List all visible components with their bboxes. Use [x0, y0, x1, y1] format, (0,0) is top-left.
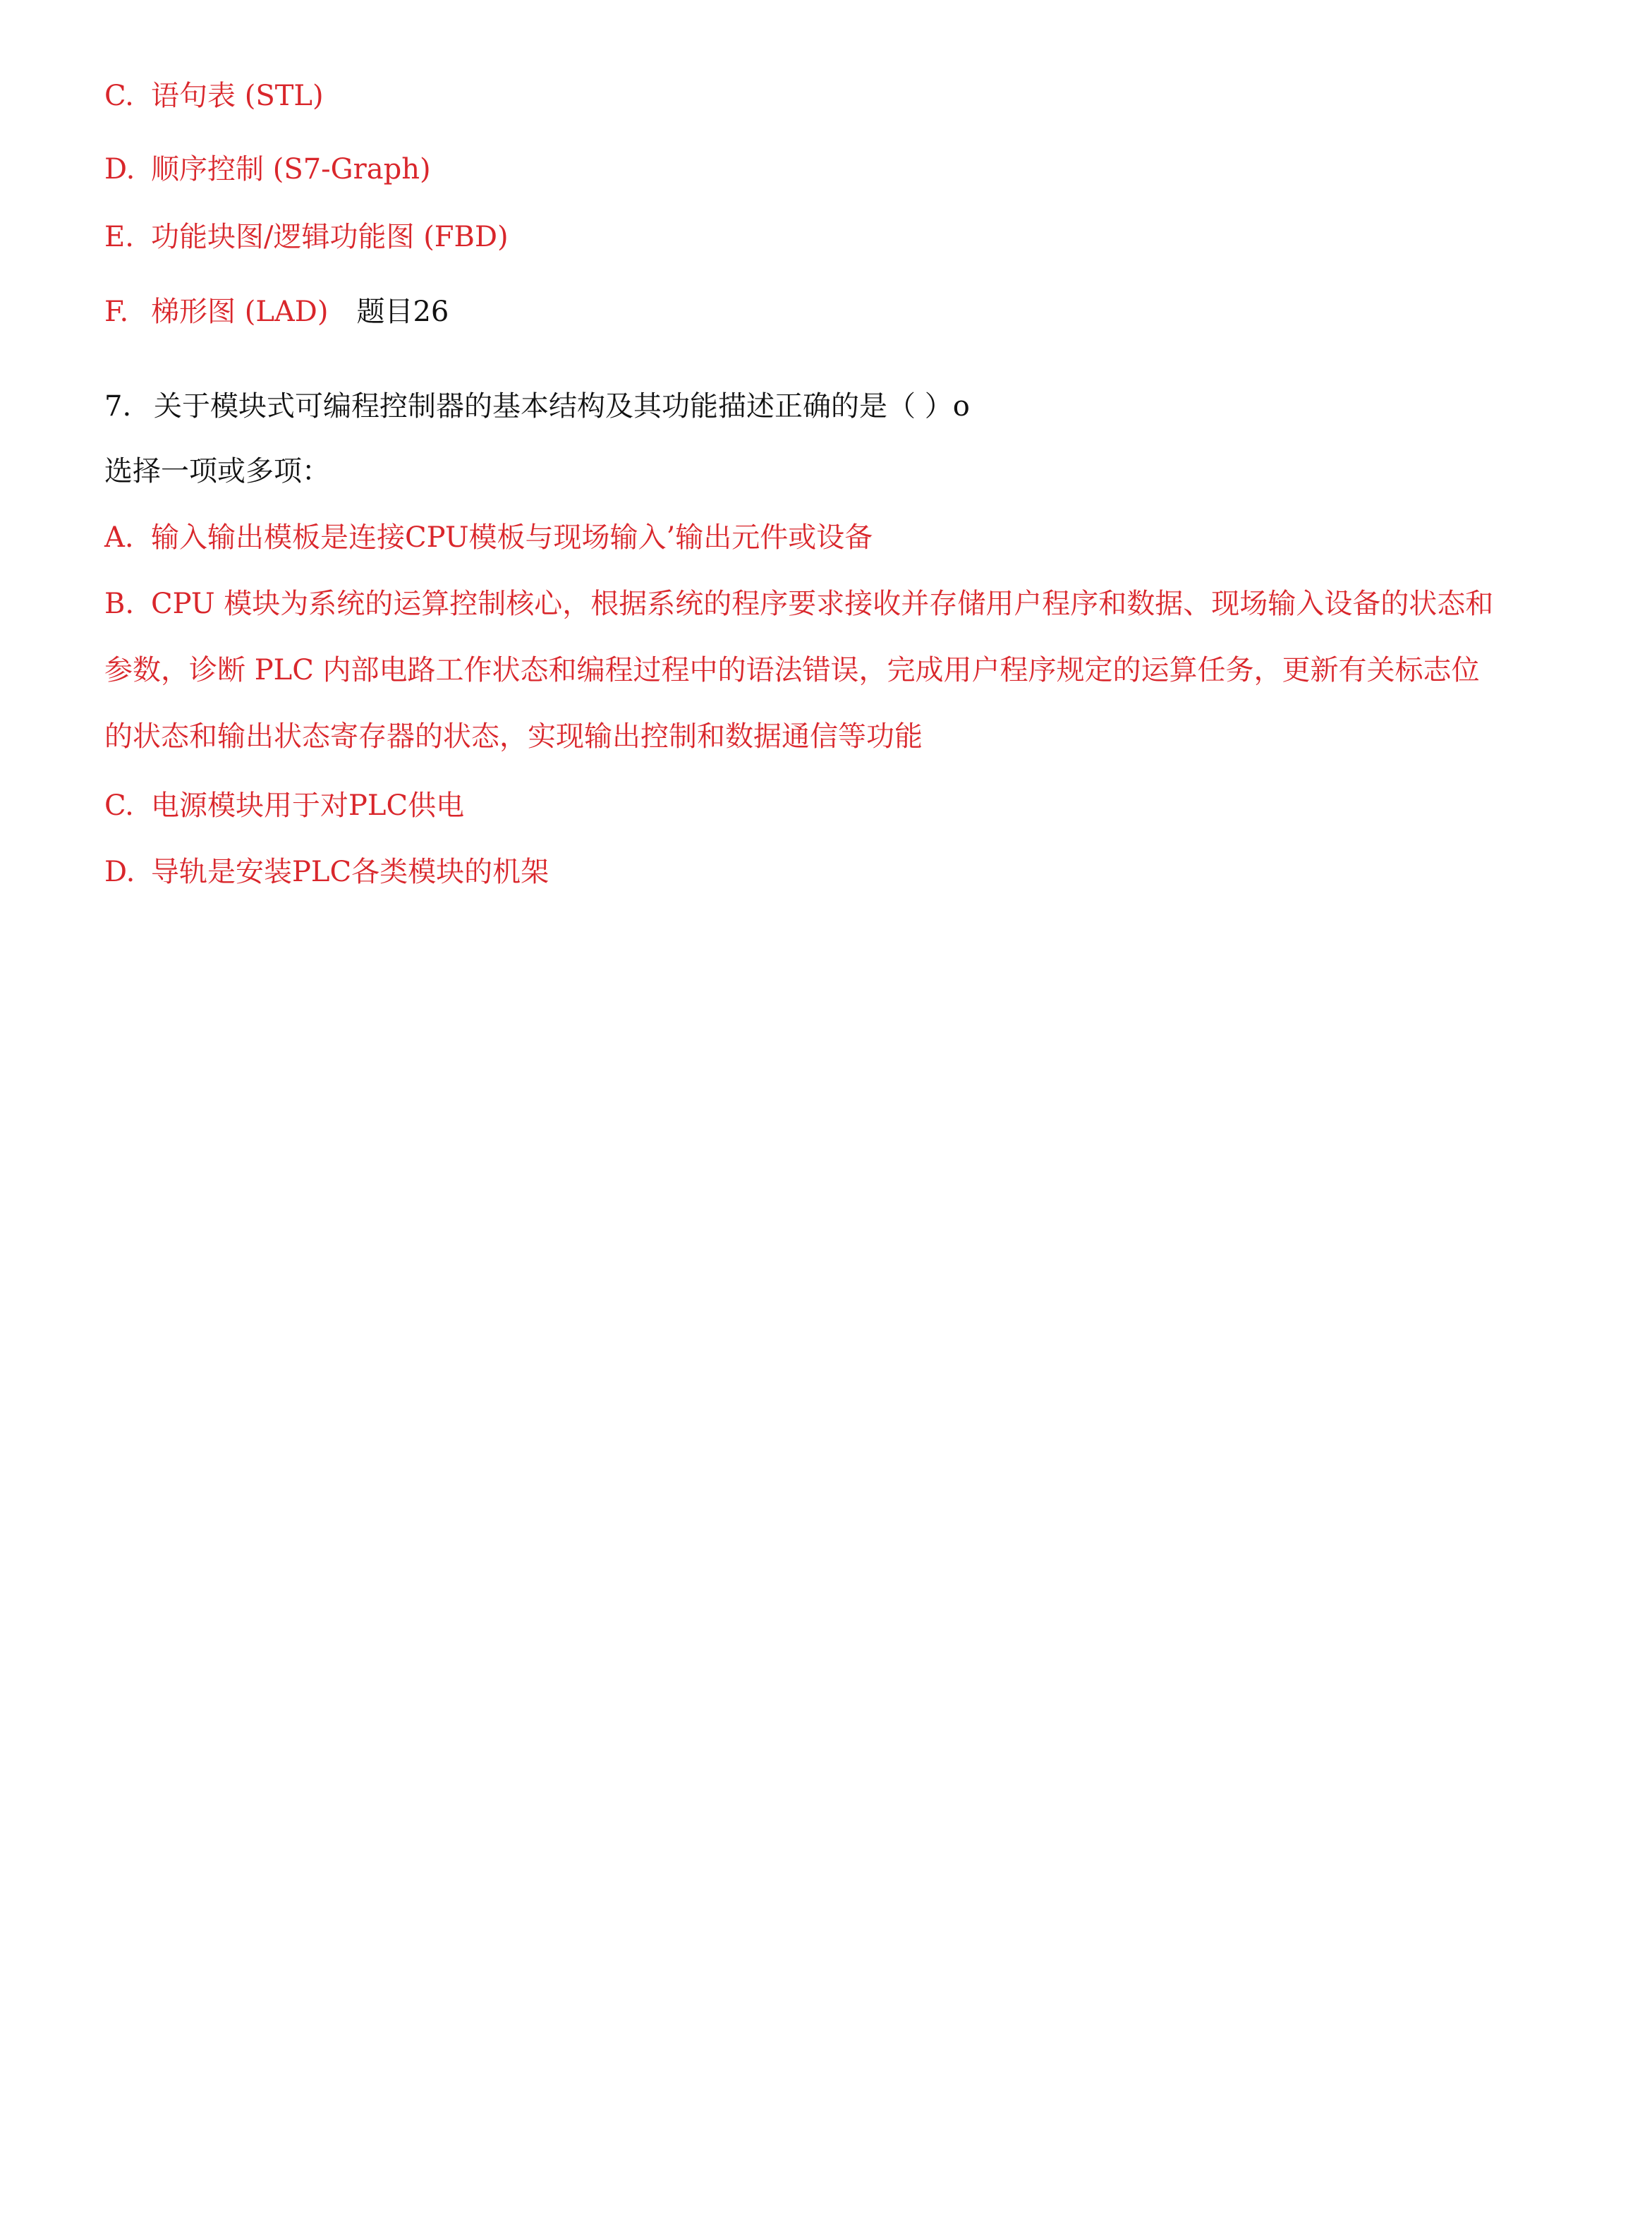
question-number: 7. — [104, 390, 132, 423]
option-text-line-3: 的状态和输出状态寄存器的状态，实现输出控制和数据通信等功能 — [104, 720, 923, 753]
option-letter: C. — [104, 789, 134, 822]
option-letter: D. — [104, 856, 135, 888]
option-text: 语句表 (STL) — [151, 80, 324, 112]
question-instruction: 选择一项或多项： — [104, 455, 330, 487]
option-letter: C. — [104, 80, 134, 112]
question-marker: 题目26 — [356, 296, 449, 328]
option-letter: D. — [104, 153, 135, 186]
option-text: 功能块图/逻辑功能图 (FBD) — [151, 221, 509, 253]
option-d[interactable] — [104, 858, 549, 886]
option-text: 导轨是安装PLC各类模块的机架 — [151, 856, 549, 888]
option-c[interactable] — [104, 789, 465, 822]
option-text-line-2: 参数，诊断 PLC 内部电路工作状态和编程过程中的语法错误，完成用户程序规定的运算任务，更新有关标志位 — [104, 654, 1480, 686]
question-stem — [104, 390, 970, 423]
prev-option-d — [104, 153, 431, 186]
prev-option-f — [104, 298, 449, 326]
option-letter: A. — [104, 521, 134, 554]
prev-option-e — [104, 223, 509, 251]
option-letter: E. — [104, 221, 134, 253]
option-letter: F. — [104, 296, 129, 328]
prev-option-c — [104, 82, 324, 110]
option-text: 顺序控制 (S7-Graph) — [151, 153, 431, 186]
option-text: 梯形图 (LAD) — [151, 296, 329, 328]
option-b[interactable] — [104, 590, 1550, 789]
option-text-line-1: B. CPU 模块为系统的运算控制核心，根据系统的程序要求接收并存储用户程序和数据、现场输入设备的状态和 — [104, 588, 1494, 620]
option-a[interactable] — [104, 523, 873, 552]
option-text: 输入输出模板是连接CPU模板与现场输入’输出元件或设备 — [151, 521, 873, 554]
option-text: 电源模块用于对PLC供电 — [151, 789, 465, 822]
option-letter: B. — [104, 588, 135, 620]
question-text: 关于模块式可编程控制器的基本结构及其功能描述正确的是（ ）o — [154, 390, 970, 423]
